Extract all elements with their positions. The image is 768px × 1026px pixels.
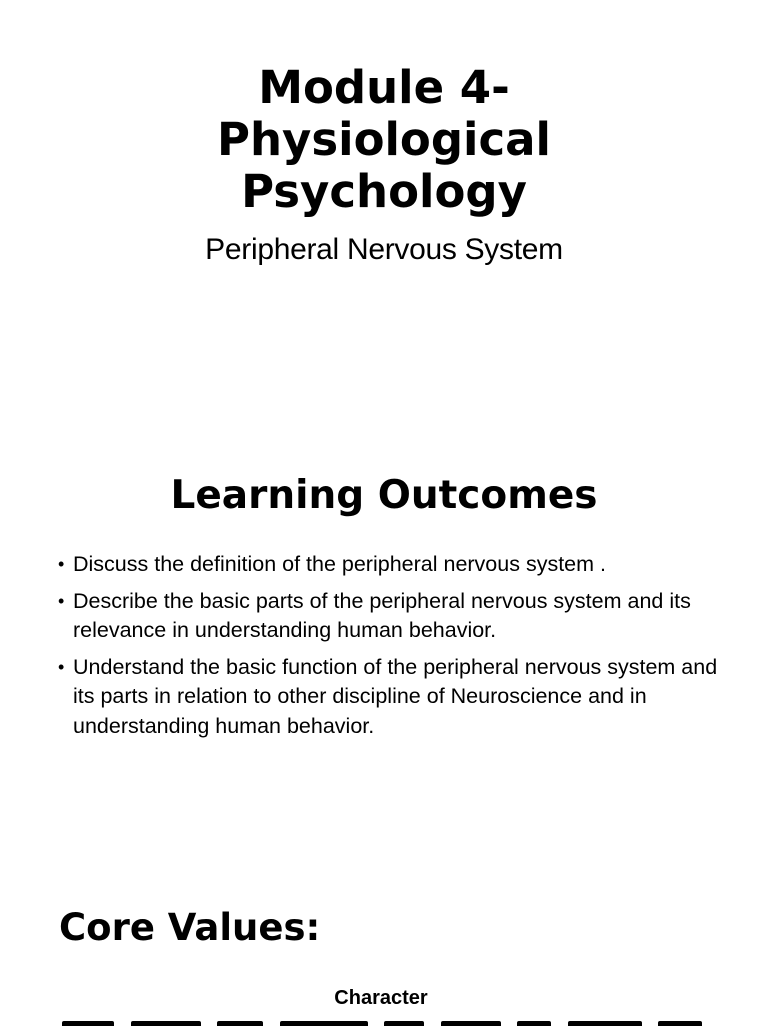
learning-outcomes-heading: Learning Outcomes bbox=[170, 473, 598, 518]
core-values-slide bbox=[0, 860, 768, 1024]
bullet-icon: • bbox=[58, 590, 65, 611]
module-title-line-2: Physiological bbox=[217, 113, 551, 166]
bullet-icon: • bbox=[58, 656, 65, 677]
core-value-label: Character bbox=[334, 987, 428, 1009]
module-title-line-1: Module 4- bbox=[258, 61, 510, 114]
core-values-heading: Core Values: bbox=[59, 906, 321, 949]
learning-outcome-item bbox=[58, 550, 738, 580]
learning-outcome-text: Describe the basic parts of the peripheral nervous system and its relevance in understanding human behavior. bbox=[73, 588, 691, 642]
title-slide bbox=[0, 0, 768, 400]
module-title bbox=[0, 62, 768, 218]
learning-outcomes-slide bbox=[0, 400, 768, 860]
module-title-line-3: Psychology bbox=[241, 165, 527, 218]
learning-outcomes-list bbox=[58, 550, 738, 748]
learning-outcome-item bbox=[58, 587, 738, 646]
learning-outcome-text: Understand the basic function of the peripheral nervous system and its parts in relation to other discipline of Neuroscience and in understanding human behavior. bbox=[73, 654, 718, 738]
cut-off-text-line bbox=[62, 1018, 702, 1026]
learning-outcome-item bbox=[58, 653, 738, 742]
bullet-icon: • bbox=[58, 554, 65, 574]
module-subtitle: Peripheral Nervous System bbox=[205, 233, 563, 266]
learning-outcome-text: Discuss the definition of the peripheral nervous system . bbox=[73, 552, 606, 576]
